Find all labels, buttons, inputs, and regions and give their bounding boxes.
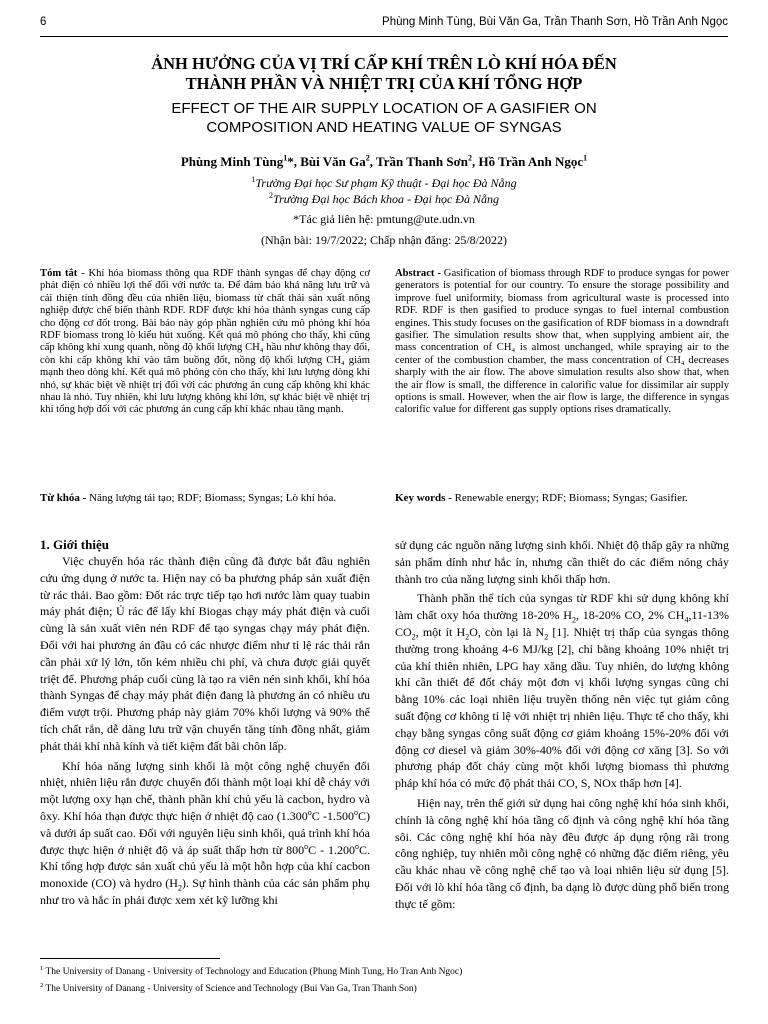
paragraph: sử dụng các nguồn năng lượng sinh khối. Nhiệt độ thấp gây ra những sản phẩm dính như hắc ín, nhưng cần thiết do các điểm nóng chảy thành tro của năng lượng sinh khối thấp hơn. [395, 538, 729, 586]
affiliation-1: $^1$Trường Đại học Sư phạm Kỹ thuật - Đại học Đà Nẵng [251, 175, 517, 190]
abstract-en-label: Abstract - [395, 268, 441, 279]
author: Bùi Văn Ga$^2$, [300, 154, 377, 170]
abstract-english [395, 268, 729, 417]
page-number: 6 [40, 16, 47, 28]
author-list [40, 154, 728, 170]
keywords-vietnamese: Từ khóa - Năng lượng tái tạo; RDF; Biomass; Syngas; Lò khí hóa. [40, 492, 337, 504]
running-header [40, 16, 728, 28]
paragraph: Việc chuyển hóa rác thành điện cũng đã được bắt đầu nghiên cứu ứng dụng ở nước ta. Hiện nay có ba phương pháp sản xuất điện từ rác thải. Bao gồm: Đốt rác trực tiếp tạo hơi nước làm quay tuabin máy phát điện; Ủ rác để lấy khí Biogas chạy máy phát điện và cuối cùng là sản xuất viên nén RDF để tạo syngas chạy máy phát điện. Đối với hai phương án đầu có các nhược điểm như tỉ lệ rác thải rắn cần phải xử lý lớn, tốn kém nhiều chi phí, và chưa được giải quyết triệt để. Phương pháp cuối cùng là tạo ra viên nén sinh khối, khí hóa thành Syngas để chạy máy phát điện đang là phương án có nhiều ưu điểm vượt trội. Phương pháp này giảm 70% khối lượng và 90% thể tích chất rắn, dễ dàng lưu trữ vận chuyển tăng tính đồng nhất, giảm phát thải khí nhà kính và tiết kiệm đất bãi chôn lấp. [40, 554, 370, 753]
abstract-vi-text: Khí hóa biomass thông qua RDF thành syngas để chạy động cơ phát điện có nhiều lợi thế đối với nước ta. Để đảm bảo khả năng lưu trữ và cải thiện tính đồng đều của nhiên liệu, biomass từ chất thải sản xuất nông nghiệp được chế biến thành RDF. RDF được khí hóa thành syngas cung cấp cho động cơ đốt trong. Bài báo này góp phần nghiên cứu mô phỏng khí hóa RDF biomass trong lò kiểu hút xuống. Kết quả mô phỏng cho thấy, khi cũng cấp không khí xung quanh, nồng độ khối lượng CH₄ hầu như không thay đổi, còn khi cấp không khí vào tâm buồng đốt, nồng độ khối lượng CH₄ giảm mạnh theo dòng khí. Kết quả mô phỏng còn cho thấy, khi lưu lượng dòng khí nhỏ, sự khác biệt về nhiệt trị đối với các phương án cung cấp không khí khác nhau là nhỏ. Tuy nhiên, khi lưu lượng không khí lớn, sự khác biệt về nhiệt trị khí tổng hợp đối với các phương án cung cấp khí khác nhau tăng mạnh. [40, 268, 370, 416]
submission-dates: (Nhận bài: 19/7/2022; Chấp nhận đăng: 25/8/2022) [261, 233, 507, 247]
title-vietnamese [40, 54, 728, 94]
footnote-1: $^1$ The University of Danang - University of Technology and Education (Phung Minh Tung, Ho Tran Anh Ngoc) [40, 965, 463, 978]
title-vi-line-1: ẢNH HƯỞNG CỦA VỊ TRÍ CẤP KHÍ TRÊN LÒ KHÍ HÓA ĐẾN [151, 54, 617, 73]
corresponding-author: *Tác giả liên hệ: pmtung@ute.udn.vn [293, 212, 475, 226]
title-en-line-1: EFFECT OF THE AIR SUPPLY LOCATION OF A GASIFIER ON [171, 100, 597, 117]
body-column-right [395, 537, 729, 916]
footnotes [40, 962, 728, 996]
author: Hồ Trần Anh Ngọc$^1$ [478, 154, 588, 170]
title-english [40, 99, 728, 137]
affiliation-2: $^2$Trường Đại học Bách khoa - Đại học Đà Nẵng [269, 191, 499, 206]
title-vi-line-2: THÀNH PHẦN VÀ NHIỆT TRỊ CỦA KHÍ TỔNG HỢP [185, 74, 583, 93]
author: Trần Thanh Sơn$^2$, [376, 154, 479, 170]
paragraph: Hiện nay, trên thế giới sử dụng hai công nghệ khí hóa sinh khối, chính là công nghệ khí hóa tầng cố định và công nghệ khí hóa tầng sôi. Các công nghệ khí hóa này đều được áp dụng rộng rãi trong công nghiệp, tuy nhiên mỗi công nghệ có những đặc điểm riêng, yêu cầu khác nhau về công nghệ chế tạo và loại nhiên liệu sử dụng [5]. Đối với lò khí hóa tầng cố định, ba dạng lò được dùng phổ biến trong thực tế gồm: [395, 795, 729, 911]
abstract-vietnamese [40, 268, 370, 417]
header-rule [40, 36, 728, 37]
abstract-en-text: Gasification of biomass through RDF to produce syngas for power generators is potential for our country. To ensure the storage possibility and improve fuel uniformity, biomass from agricultural waste is processed into RDF. RDF is then gasified to produce syngas to fuel internal combustion engines. This study focuses on the gasification of RDF biomass in a downdraft gasifier. The simulation results show that, when supplying ambient air, the mass concentration of CH₄ is almost unchanged, while spraying air to the center of the combustion chamber, the mass concentration of CH₄ decreases sharply with the air flow. The above simulation results also show that, when the air flow is small, the difference in calorific value for dissimilar air supply options is small. However, when the air flow is large, the difference in syngas calorific value for different gas supply options rises dramatically. [395, 268, 729, 416]
body-column-left [40, 553, 370, 912]
abstract-vi-label: Tóm tắt - [40, 268, 85, 279]
title-en-line-2: COMPOSITION AND HEATING VALUE OF SYNGAS [206, 119, 562, 136]
footnote-rule [40, 958, 220, 959]
paragraph: Thành phần thể tích của syngas từ RDF khi sử dụng không khí làm chất oxy hóa thường 18-20% $H_2$, 18-20% CO, 2% $CH_4,11-13\%$ $CO_2$, một ít $H_2O$, còn lại là $N_2$ [1]. Nhiệt trị thấp của syngas thông thường trong khoảng 4-6 MJ/kg [2], chỉ bằng khoảng 10% nhiệt trị của khí thiên nhiên, LPG hay xăng dầu. Tuy nhiên, do lượng không khí cần thiết để đốt cháy một đơn vị khối lượng syngas cũng chỉ bằng 10% các loại nhiên liệu truyền thống nên việc tụt giảm công suất động cơ không tỉ lệ với nhiệt trị nhiên liệu. Thực tế cho thấy, khi chạy bằng syngas công suất động cơ giảm khoảng 15%-20% đối với động cơ diesel và giảm 30%-40% đối với động cơ xăng [3]. So với phương pháp đốt cháy cùng một khối lượng biomass thì phương pháp khí hóa có mức độ phát thải CO, S, NOx thấp hơn [4]. [395, 591, 729, 791]
running-authors: Phùng Minh Tùng, Bùi Văn Ga, Trần Thanh Sơn, Hồ Trần Anh Ngọc [382, 16, 728, 28]
footnote-2: $^2$ The University of Danang - University of Science and Technology (Bui Van Ga, Tran Thanh Son) [40, 982, 417, 995]
section-heading-introduction: 1. Giới thiệu [40, 537, 109, 552]
keywords-english: Key words - Renewable energy; RDF; Biomass; Syngas; Gasifier. [395, 492, 688, 504]
paragraph: Khí hóa năng lượng sinh khối là một công nghệ chuyển đổi nhiệt, nhiên liệu rắn được chuyển đổi thành một loại khí dễ cháy với một lượng oxy hạn chế, thành phần khí chủ yếu là cacbon, hydro và ôxy. Khí hóa thạn được thực hiện ở nhiệt độ cao (1.300$^o$C -1.500$^o$C) và dưới áp suất cao. Đối với nguyên liệu sinh khối, quá trình khí hóa được thực hiện ở nhiệt độ và áp suất thấp hơn từ 800$^o$C - 1.200$^o$C. Khí tổng hợp được sản xuất chủ yếu là một hỗn hợp của khí cacbon monoxide (CO) và hydro $(H_2)$. Sự hình thành của các sản phẩm phụ như tro và hắc ín phải được xem xét kỹ lưỡng khi [40, 758, 371, 907]
author: Phùng Minh Tùng$^1$*, [180, 154, 301, 170]
